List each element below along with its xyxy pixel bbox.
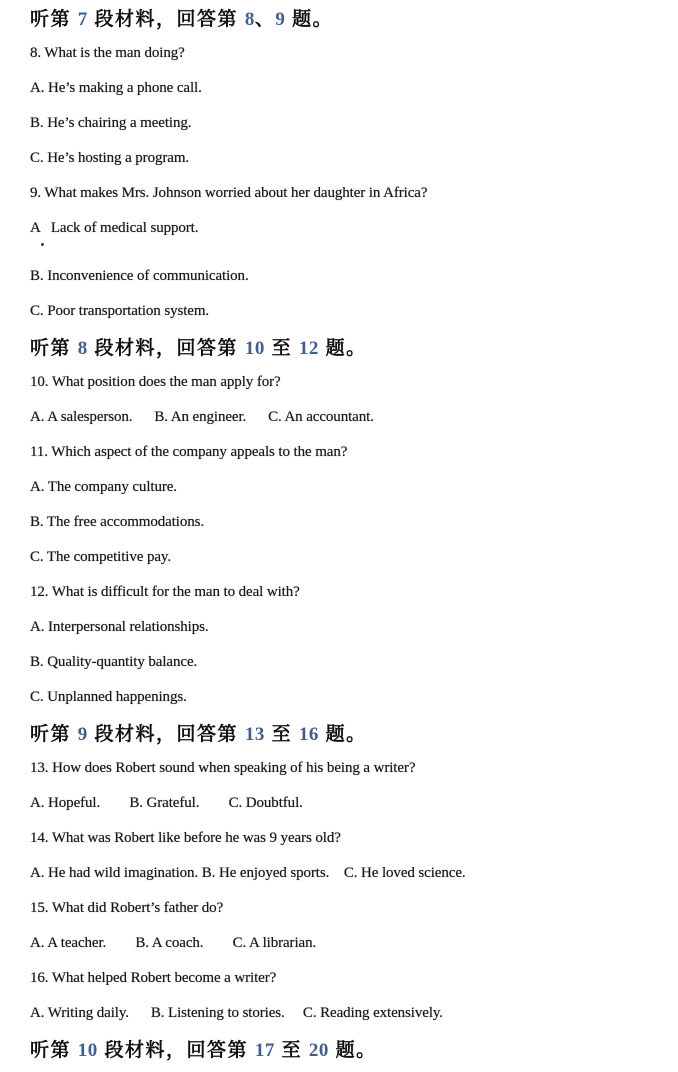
option-line: A. He’s making a phone call. (30, 80, 202, 96)
header-text: 题。 (318, 724, 367, 745)
header-text: 至 (264, 338, 299, 359)
option-line: A. A salesperson. B. An engineer. C. An accountant. (30, 409, 374, 425)
header-text: 段材料，回答第 (87, 724, 245, 745)
option-line: B. Inconvenience of communication. (30, 268, 249, 284)
question-line: 14. What was Robert like before he was 9 years old? (30, 830, 341, 846)
question-line: 10. What position does the man apply for? (30, 374, 281, 390)
option-line: A Lack of medical support. (30, 220, 199, 236)
option-line: B. Quality-quantity balance. (30, 654, 198, 670)
header-number: 9 (77, 724, 88, 745)
question-line: 11. Which aspect of the company appeals to the man? (30, 444, 348, 460)
section-material-8 (30, 336, 660, 707)
header-text: 至 (264, 724, 299, 745)
question-line: 8. What is the man doing? (30, 45, 185, 61)
header-text: 听第 (30, 9, 78, 30)
header-number: 12 (298, 338, 319, 359)
option-line: A. The company culture. (30, 479, 177, 495)
question-line: 16. What helped Robert become a writer? (30, 970, 277, 986)
header-number: 9 (275, 9, 286, 30)
section-header (30, 336, 660, 362)
header-text: 听第 (30, 338, 78, 359)
question-line: 12. What is difficult for the man to deal with? (30, 584, 300, 600)
option-line: A. Writing daily. B. Listening to stories. C. Reading extensively. (30, 1005, 443, 1021)
header-number: 13 (244, 724, 265, 745)
question-line: 9. What makes Mrs. Johnson worried about her daughter in Africa? (30, 185, 428, 201)
option-line: C. He’s hosting a program. (30, 150, 190, 166)
option-line: A. Hopeful. B. Grateful. C. Doubtful. (30, 795, 303, 811)
header-text: 、 (254, 9, 276, 30)
header-text: 题。 (285, 9, 334, 30)
header-number: 10 (77, 1040, 98, 1061)
header-number: 16 (298, 724, 319, 745)
section-material-7 (30, 7, 660, 321)
option-line: B. He’s chairing a meeting. (30, 115, 192, 131)
section-header (30, 722, 660, 748)
section-material-9 (30, 722, 660, 1023)
header-number: 17 (254, 1040, 275, 1061)
header-number: 20 (308, 1040, 329, 1061)
option-line: C. Poor transportation system. (30, 303, 210, 319)
header-text: 段材料，回答第 (97, 1040, 255, 1061)
question-line: 15. What did Robert’s father do? (30, 900, 224, 916)
option-line: A. A teacher. B. A coach. C. A librarian. (30, 935, 317, 951)
header-number: 8 (244, 9, 255, 30)
section-header (30, 1038, 660, 1064)
option-line: C. The competitive pay. (30, 549, 171, 565)
stray-ink-dot (41, 243, 44, 246)
header-text: 题。 (318, 338, 367, 359)
header-text: 段材料，回答第 (87, 338, 245, 359)
header-text: 听第 (30, 1040, 78, 1061)
header-text: 段材料，回答第 (87, 9, 245, 30)
header-text: 至 (274, 1040, 309, 1061)
question-line: 13. How does Robert sound when speaking of his being a writer? (30, 760, 416, 776)
option-line: A. Interpersonal relationships. (30, 619, 209, 635)
section-header (30, 7, 660, 33)
header-number: 8 (77, 338, 88, 359)
header-number: 7 (77, 9, 88, 30)
header-number: 10 (244, 338, 265, 359)
header-text: 听第 (30, 724, 78, 745)
header-text: 题。 (328, 1040, 377, 1061)
option-line: A. He had wild imagination. B. He enjoyed sports. C. He loved science. (30, 865, 466, 881)
option-line: B. The free accommodations. (30, 514, 205, 530)
section-material-10 (30, 1038, 660, 1064)
option-line: C. Unplanned happenings. (30, 689, 187, 705)
